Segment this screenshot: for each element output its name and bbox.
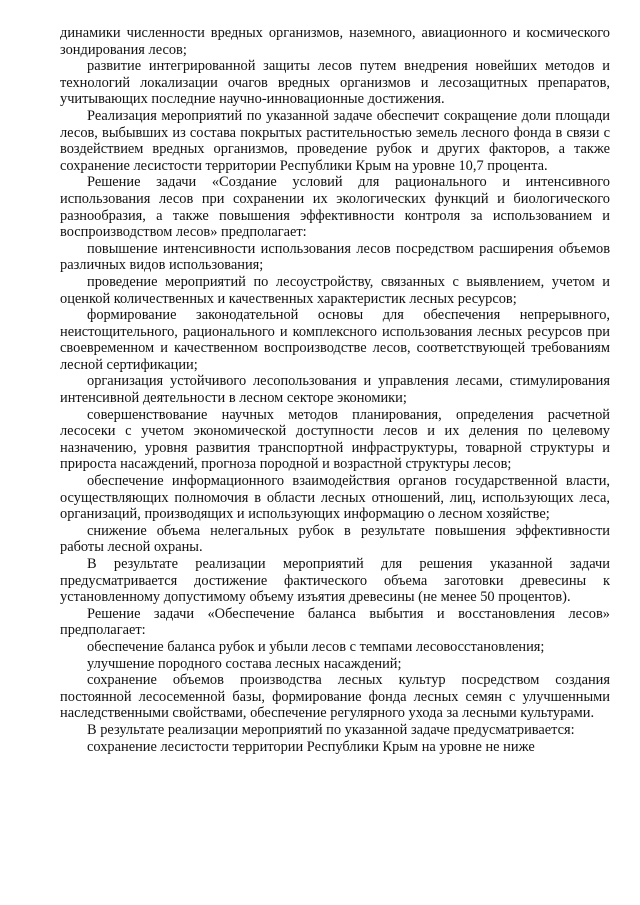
paragraph-item: развитие интегрированной защиты лесов путем внедрения новейших методов и технологий локализации очагов вредных организмов и лесозащитных препаратов, учитывающих последние научно-инновационные достижения. <box>60 58 610 108</box>
paragraph-continuation: динамики численности вредных организмов, наземного, авиационного и космического зондирования лесов; <box>60 25 610 58</box>
paragraph-item: повышение интенсивности использования лесов посредством расширения объемов различных видов использования; <box>60 240 610 274</box>
paragraph-item: снижение объема нелегальных рубок в результате повышения эффективности работы лесной охраны. <box>60 522 610 556</box>
paragraph: Реализация мероприятий по указанной задаче обеспечит сокращение доли площади лесов, выбывших из состава покрытых растительностью земель лесного фонда в связи с воздействием вредных организмов, проведение рубок и других факторов, а также сохранение лесистости территории Республики Крым на уровне 10,7 процента. <box>60 107 610 174</box>
paragraph: Решение задачи «Создание условий для рационального и интенсивного использования лесов при сохранении их экологических функций и биологического разнообразия, а также повышения эффективности контроля за использованием и воспроизводством лесов» предполагает: <box>60 174 610 241</box>
paragraph-item: организация устойчивого лесопользования и управления лесами, стимулирования интенсивной деятельности в лесном секторе экономики; <box>60 373 610 407</box>
paragraph-item: обеспечение баланса рубок и убыли лесов с темпами лесовосстановления; <box>87 638 545 655</box>
paragraph-item: обеспечение информационного взаимодействия органов государственной власти, осуществляющих полномочия в области лесных отношений, лиц, использующих леса, организаций, производящих и использующих информацию о лесном хозяйстве; <box>60 473 610 523</box>
paragraph-item: сохранение лесистости территории Республики Крым на уровне не ниже <box>87 738 535 755</box>
paragraph-item: сохранение объемов производства лесных культур посредством создания постоянной лесосеменной базы, формирование фонда лесных семян с улучшенными наследственными свойствами, обеспечение регулярного ухода за лесными культурами. <box>60 672 610 722</box>
paragraph: Решение задачи «Обеспечение баланса выбытия и восстановления лесов» предполагает: <box>60 605 610 639</box>
paragraph-item: проведение мероприятий по лесоустройству, связанных с выявлением, учетом и оценкой количественных и качественных характеристик лесных ресурсов; <box>60 273 610 307</box>
document-page <box>60 25 610 755</box>
paragraph-item: совершенствование научных методов планирования, определения расчетной лесосеки с учетом экономической доступности лесов и их деления по целевому назначению, уровня развития транспортной инфраструктуры, товарной структуры и прироста насаждений, прогноза породной и возрастной структуры лесов; <box>60 406 610 473</box>
paragraph-item: формирование законодательной основы для обеспечения непрерывного, неистощительного, рационального и комплексного использования лесных ресурсов при своевременном и качественном воспроизводстве лесов, соответствующей требованиям лесной сертификации; <box>60 307 610 373</box>
paragraph: В результате реализации мероприятий по указанной задаче предусматривается: <box>87 721 575 738</box>
paragraph-item: улучшение породного состава лесных насаждений; <box>87 655 402 672</box>
paragraph: В результате реализации мероприятий для решения указанной задачи предусматривается достижение фактического объема заготовки древесины к установленному допустимому объему изъятия древесины (не менее 50 процентов). <box>60 556 610 606</box>
